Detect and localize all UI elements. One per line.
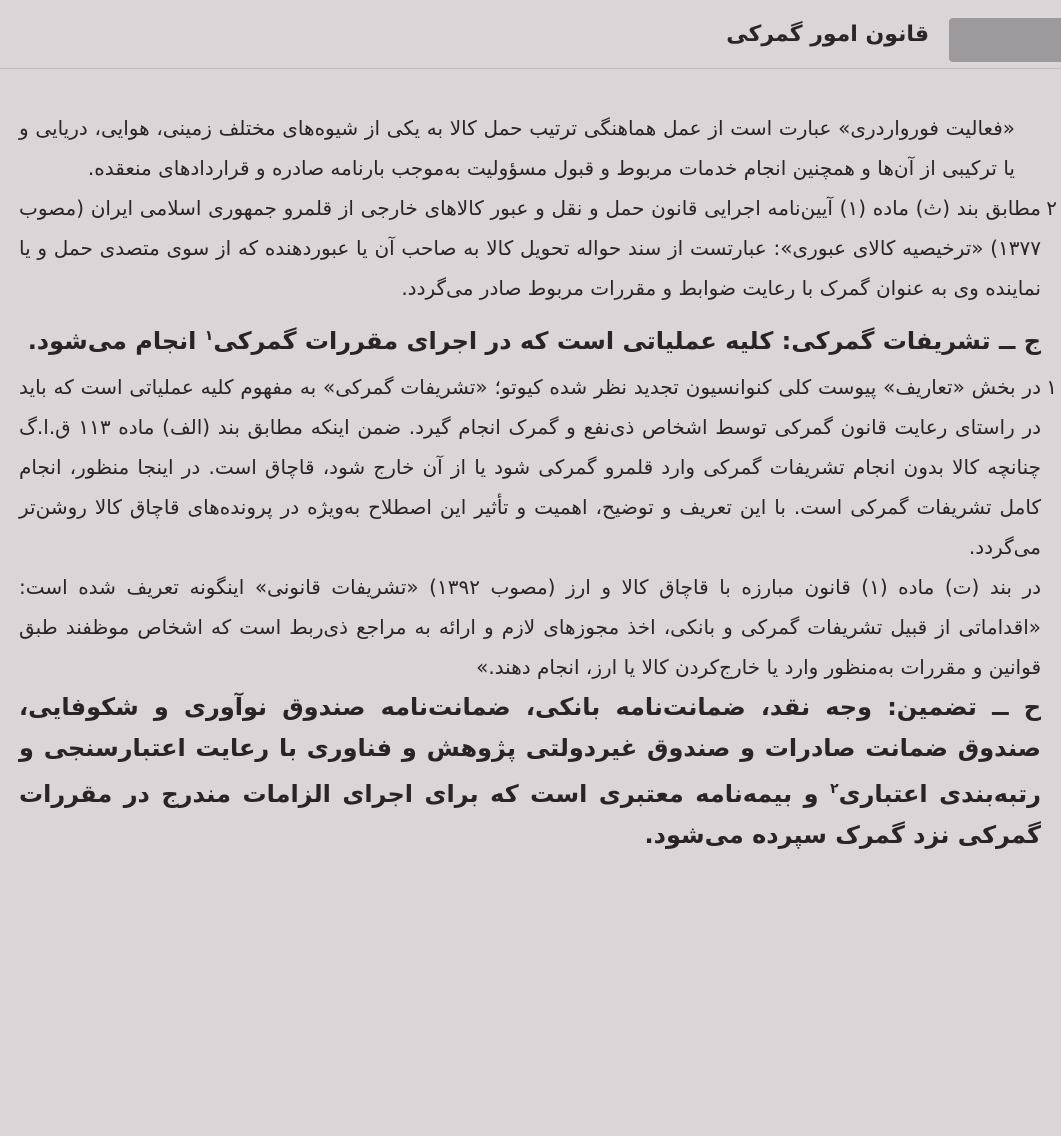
running-header bbox=[0, 8, 1061, 64]
page-body bbox=[19, 108, 1057, 856]
definition-text-end: و بیمه‌نامه معتبری است که برای اجرای الزامات مندرج در مقررات گمرکی نزد گمرک سپرده می‌شود. bbox=[19, 780, 1041, 849]
section-definition-guarantee bbox=[19, 687, 1041, 856]
heading-text-end: انجام می‌شود. bbox=[27, 327, 205, 355]
heading-text: ج ــ تشریفات گمرکی: کلیه عملیاتی است که در اجرای مقررات گمرکی bbox=[213, 327, 1041, 355]
header-divider bbox=[0, 68, 1061, 69]
paragraph-transit-release: مطابق بند (ث) ماده (۱) آیین‌نامه اجرایی قانون حمل و نقل و عبور کالاهای خارجی از قلمرو جمهوری اسلامی ایران (مصوب ۱۳۷۷) «ترخیصیه کالای عبوری»: عبارتست از سند حواله تحویل کالا به صاحب آن یا عبوردهنده که از سوی متصدی حمل و یا نماینده وی به عنوان گمرک با رعایت ضوابط و مقررات مربوط صادر می‌گردد. bbox=[19, 196, 1042, 300]
footnote-reference: ۱ bbox=[204, 328, 214, 344]
header-tab-bar bbox=[949, 18, 1061, 62]
page-title: قانون امور گمرکی bbox=[726, 22, 929, 47]
paragraph-forwarding-definition: «فعالیت فورواردری» عبارت است از عمل هماهنگی ترتیب حمل کالا به یکی از شیوه‌های مختلف زمینی، هوایی، دریایی و یا ترکیبی از آن‌ها و همچنین انجام خدمات مربوط و قبول مسؤولیت به‌موجب بارنامه صادره و قراردادهای منعقده. bbox=[19, 116, 1015, 180]
footnote-1-block bbox=[19, 367, 1057, 567]
paragraph-legal-formalities: در بند (ت) ماده (۱) قانون مبارزه با قاچاق کالا و ارز (مصوب ۱۳۹۲) «تشریفات قانونی» اینگونه تعریف شده است: «اقداماتی از قبیل تشریفات گمرکی و بانکی، اخذ مجوزهای لازم و ارائه به مراجع ذی‌ربط است که اشخاص موظفند طبق قوانین و مقررات به‌منظور وارد یا خارج‌کردن کالا یا ارز، انجام دهند.» bbox=[19, 575, 1042, 679]
footnote-number: ۲ bbox=[1046, 196, 1057, 220]
footnote-number: ۱ bbox=[1046, 375, 1057, 399]
section-heading-customs-formalities bbox=[19, 314, 1041, 363]
footnote-reference: ۲ bbox=[830, 781, 839, 797]
footnote-2-block bbox=[19, 188, 1057, 308]
definition-text: ح ــ تضمین: وجه نقد، ضمانت‌نامه بانکی، ضمانت‌نامه صندوق نوآوری و شکوفایی، صندوق ضمانت صادرات و صندوق غیردولتی پژوهش و فناوری با رعایت اعتبارسنجی و رتبه‌بندی اعتباری bbox=[19, 693, 1041, 808]
paragraph-kyoto-convention: در بخش «تعاریف» پیوست کلی کنوانسیون تجدید نظر شده کیوتو؛ «تشریفات گمرکی» به مفهوم کلیه عملیاتی است که باید در راستای رعایت قانون گمرکی توسط اشخاص ذی‌نفع و گمرک انجام گیرد. ضمن اینکه مطابق بند (الف) ماده ۱۱۳ ق.ا.گ چنانچه کالا بدون انجام تشریفات گمرکی وارد قلمرو گمرکی شود یا از آن خارج شود، قاچاق است. در اینجا منظور، انجام کامل تشریفات گمرکی است. با این تعریف و توضیح، اهمیت و تأثیر این اصطلاح به‌ویژه در پرونده‌های قاچاق کالا روشن‌تر می‌گردد. bbox=[19, 375, 1042, 559]
